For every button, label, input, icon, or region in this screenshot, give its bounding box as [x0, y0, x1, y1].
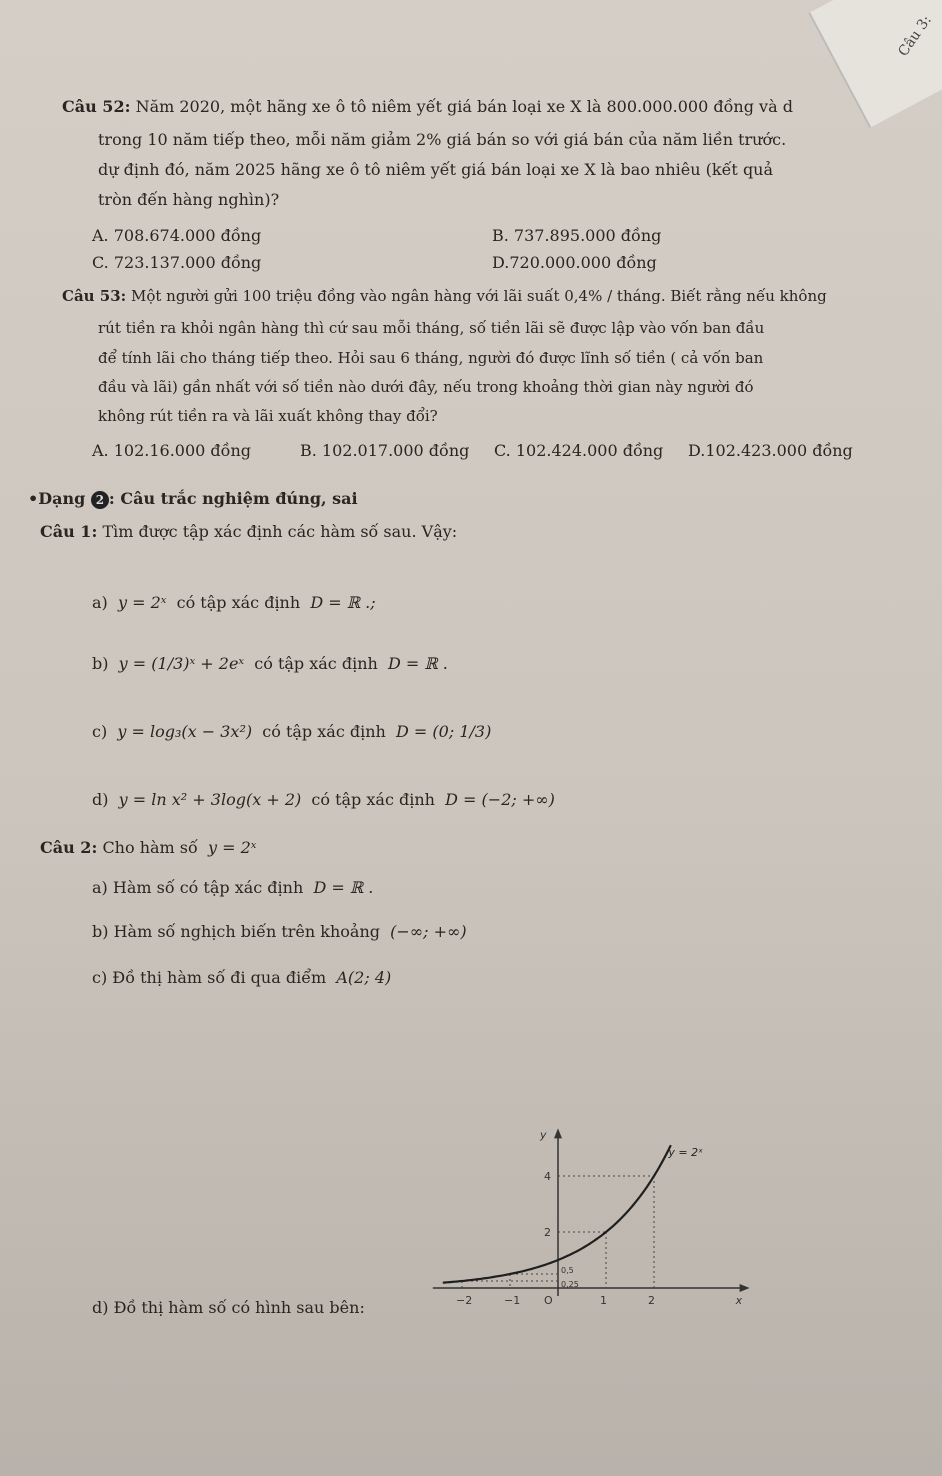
- c2-item-d: d) Đồ thị hàm số có hình sau bên:: [92, 1298, 365, 1317]
- c2-item-a: a) Hàm số có tập xác định D = ℝ .: [92, 878, 374, 897]
- x-tick-label-0: −2: [456, 1294, 473, 1307]
- x-tick-label-1: −1: [504, 1294, 521, 1307]
- q52-label: Câu 52:: [62, 97, 131, 116]
- q53-label: Câu 53:: [62, 287, 127, 305]
- x-tick-label-4: 2: [648, 1294, 655, 1307]
- q52-line-4: tròn đến hàng nghìn)?: [98, 190, 280, 209]
- q52-line-2: trong 10 năm tiếp theo, mỗi năm giảm 2% giá bán so với giá bán của năm liền trước.: [98, 130, 787, 149]
- q53-line-2: rút tiền ra khỏi ngân hàng thì cứ sau mỗi tháng, số tiền lãi sẽ được lập vào vốn ban đầu: [98, 319, 765, 337]
- c1-item-d: d) y = ln x² + 3log(x + 2) có tập xác định D = (−2; +∞): [92, 790, 555, 809]
- q52-line-1: Câu 52: Năm 2020, một hãng xe ô tô niêm yết giá bán loại xe X là 800.000.000 đồng và d: [62, 97, 793, 116]
- c1-item-b: b) y = (1/3)ˣ + 2eˣ có tập xác định D = ℝ .: [92, 654, 448, 673]
- c2-line: Câu 2: Cho hàm số y = 2ˣ: [40, 838, 257, 857]
- x-axis-arrow: [740, 1284, 750, 1292]
- q53-option-d: D.102.423.000 đồng: [688, 441, 853, 460]
- section-heading: •Dạng 2 : Câu trắc nghiệm đúng, sai: [28, 489, 358, 508]
- q53-line-4: đầu và lãi) gần nhất với số tiền nào dưới đây, nếu trong khoảng thời gian này người đó: [98, 378, 754, 396]
- x-tick-label-2: O: [544, 1294, 553, 1307]
- q52-option-c: C. 723.137.000 đồng: [92, 253, 262, 272]
- c1-item-a: a) y = 2ˣ có tập xác định D = ℝ .;: [92, 593, 376, 612]
- y-tick-label-0: 0,25: [561, 1280, 579, 1289]
- q53-option-c: C. 102.424.000 đồng: [494, 441, 664, 460]
- q52-option-a: A. 708.674.000 đồng: [92, 226, 262, 245]
- q52-line-3: dự định đó, năm 2025 hãng xe ô tô niêm yết giá bán loại xe X là bao nhiêu (kết quả: [98, 160, 774, 179]
- c1-line: Câu 1: Tìm được tập xác định các hàm số sau. Vậy:: [40, 522, 458, 541]
- q52-option-d: D.720.000.000 đồng: [492, 253, 657, 272]
- section-number-badge: 2: [91, 491, 109, 509]
- y-axis-label: y: [540, 1128, 547, 1142]
- exponential-graph: [400, 1010, 780, 1330]
- curve-2-pow-x: [443, 1145, 671, 1283]
- x-axis-label: x: [735, 1294, 743, 1307]
- y-axis-arrow: [554, 1128, 562, 1138]
- q53-option-b: B. 102.017.000 đồng: [300, 441, 470, 460]
- y-tick-label-3: 4: [544, 1170, 551, 1183]
- y-tick-label-2: 2: [544, 1226, 551, 1239]
- c2-item-c: c) Đồ thị hàm số đi qua điểm A(2; 4): [92, 968, 392, 987]
- y-tick-label-1: 0,5: [561, 1266, 574, 1275]
- q53-line-3: để tính lãi cho tháng tiếp theo. Hỏi sau 6 tháng, người đó được lĩnh số tiền ( cả vốn ban: [98, 349, 764, 367]
- q53-option-a: A. 102.16.000 đồng: [92, 441, 251, 460]
- q53-line-1: Câu 53: Một người gửi 100 triệu đồng vào ngân hàng với lãi suất 0,4% / tháng. Biết rằng nếu không: [62, 287, 827, 305]
- curve-title: y = 2ˣ: [668, 1146, 704, 1159]
- q52-option-b: B. 737.895.000 đồng: [492, 226, 662, 245]
- c1-label: Câu 1:: [40, 522, 98, 541]
- x-tick-label-3: 1: [600, 1294, 607, 1307]
- corner-label: Câu 3:: [895, 12, 935, 60]
- c2-label: Câu 2:: [40, 838, 98, 857]
- c2-item-b: b) Hàm số nghịch biến trên khoảng (−∞; +∞): [92, 922, 467, 941]
- c1-item-c: c) y = log₃(x − 3x²) có tập xác định D = (0; 1/3): [92, 722, 492, 741]
- q53-line-5: không rút tiền ra và lãi xuất không thay đổi?: [98, 407, 438, 425]
